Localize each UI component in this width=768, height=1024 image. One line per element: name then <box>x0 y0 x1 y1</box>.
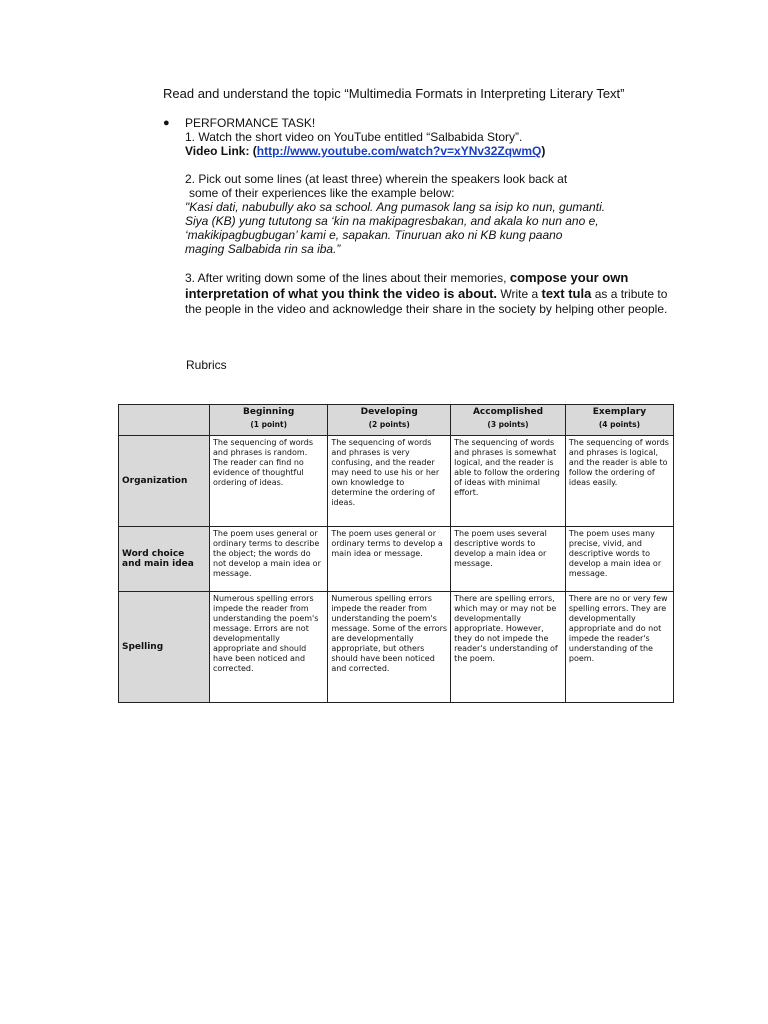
rubric-col-exemplary: Exemplary (4 points) <box>565 405 673 436</box>
video-link-label: Video Link: ( <box>185 144 257 158</box>
video-link-close: ) <box>541 144 546 158</box>
task-heading-row <box>163 116 683 130</box>
quote-line-4: maging Salbabida rin sa iba.” <box>185 242 341 256</box>
rubric-row-spelling <box>119 592 674 703</box>
rubric-cell: There are spelling errors, which may or may not be developmentally appropriate. However, they do not impede the reader's understanding of the poem. <box>451 592 566 703</box>
rubric-row-label: Word choice and main idea <box>119 527 210 592</box>
rubric-cell: The sequencing of words and phrases is logical, and the reader is able to follow the ordering of ideas easily. <box>565 436 673 527</box>
step-3-tribute: as a tribute to the people in the video and acknowledge their share in the society by helping other people. <box>185 287 668 316</box>
rubric-row-label: Organization <box>119 436 210 527</box>
rubric-cell: The poem uses several descriptive words to develop a main idea or message. <box>451 527 566 592</box>
video-link[interactable]: http://www.youtube.com/watch?v=xYNv32ZqwmQ <box>256 144 542 158</box>
rubric-row-label: Spelling <box>119 592 210 703</box>
rubric-cell: The sequencing of words and phrases is random. The reader can find no evidence of thoughtful ordering of ideas. <box>210 436 328 527</box>
step-2-line-2: some of their experiences like the example below: <box>189 186 455 200</box>
rubric-cell: The poem uses many precise, vivid, and descriptive words to develop a main idea or message. <box>565 527 673 592</box>
rubric-col-accomplished: Accomplished (3 points) <box>451 405 566 436</box>
quote-line-1: "Kasi dati, nabubully ako sa school. Ang pumasok lang sa isip ko nun, gumanti. <box>185 200 606 214</box>
rubric-cell: The poem uses general or ordinary terms to describe the object; the words do not develop a main idea or message. <box>210 527 328 592</box>
rubric-header-row <box>119 405 674 436</box>
step-3 <box>185 270 683 317</box>
rubric-cell: Numerous spelling errors impede the reader from understanding the poem's message. Some of the errors are developmentally appropriate, but others should have been noticed and corrected. <box>328 592 451 703</box>
rubric-col-developing: Developing (2 points) <box>328 405 451 436</box>
rubric-cell: The sequencing of words and phrases is very confusing, and the reader may need to use his or her own knowledge to determine the ordering of ideas. <box>328 436 451 527</box>
rubric-cell: Numerous spelling errors impede the reader from understanding the poem's message. Errors are not developmentally appropriate and should have been noticed and corrected. <box>210 592 328 703</box>
rubric-cell: The sequencing of words and phrases is somewhat logical, and the reader is able to follow the ordering of ideas with minimal effort. <box>451 436 566 527</box>
rubric-corner-cell <box>119 405 210 436</box>
quote-line-3: ‘makikipagbugbugan’ kami e, sapakan. Tinuruan ako ni KB kung paano <box>185 228 563 242</box>
performance-task <box>163 116 683 317</box>
rubrics-label: Rubrics <box>186 358 227 372</box>
rubric-table <box>118 404 674 703</box>
step-3-intro: 3. After writing down some of the lines about their memories, <box>185 271 507 285</box>
rubric-row-word-choice <box>119 527 674 592</box>
rubric-row-organization <box>119 436 674 527</box>
task-heading: PERFORMANCE TASK! <box>185 116 316 130</box>
rubric-col-beginning: Beginning (1 point) <box>210 405 328 436</box>
step-2-line-1: 2. Pick out some lines (at least three) wherein the speakers look back at <box>185 172 568 186</box>
video-link-line <box>185 144 683 158</box>
rubric-cell: There are no or very few spelling errors. They are developmentally appropriate and do not impede the reader's understanding of the poem. <box>565 592 673 703</box>
step-3-write: Write a <box>500 287 539 301</box>
intro-text: Read and understand the topic “Multimedia Formats in Interpreting Literary Text” <box>163 86 625 101</box>
step-1: 1. Watch the short video on YouTube entitled “Salbabida Story”. <box>185 130 523 144</box>
step-3-emphasis: compose your own interpretation of what you think the video is about. <box>185 270 629 301</box>
rubric-cell: The poem uses general or ordinary terms to develop a main idea or message. <box>328 527 451 592</box>
quote-line-2: Siya (KB) yung tututong sa ‘kin na makipagresbakan, and akala ko nun ano e, <box>185 214 599 228</box>
step-3-text-tula: text tula <box>541 286 592 301</box>
bullet-icon: ● <box>163 117 170 129</box>
